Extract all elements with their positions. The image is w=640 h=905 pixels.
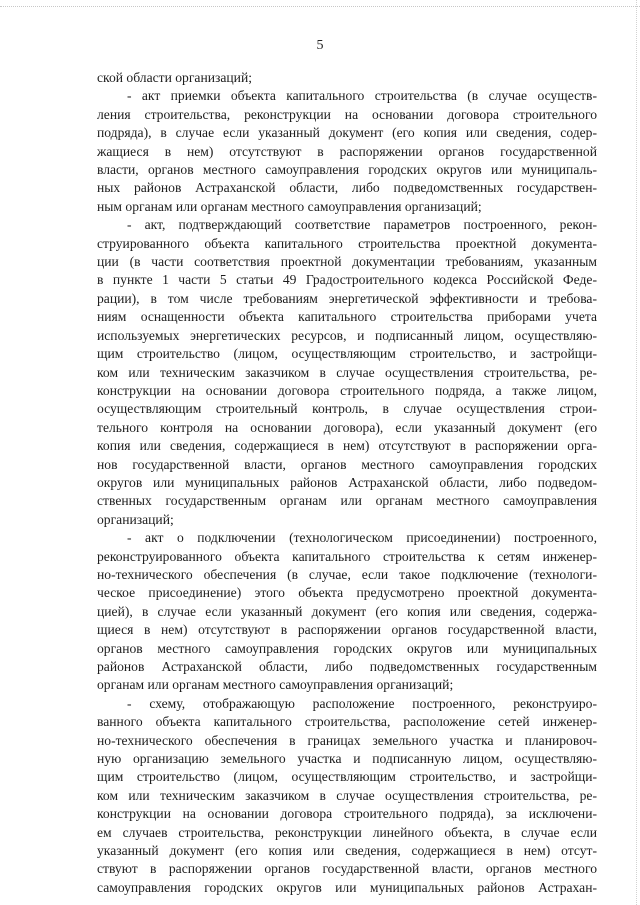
text-line: ем случаев строительства, реконструкции линейного объекта, в случае если — [97, 824, 597, 840]
text-line: ную организацию земельного участка и подписанную лицом, осуществляю- — [97, 751, 597, 767]
text-line: щим строительство (лицом, осуществляющим строительство, и застройщи- — [97, 769, 597, 785]
text-line: указанный документ (его копия или сведения, содержащиеся в нем) отсут- — [97, 843, 597, 859]
text-line: органам или органам местного самоуправления организаций; — [97, 677, 454, 693]
page-number: 5 — [316, 38, 324, 53]
text-line: ванного объекта капитального строительства, расположение сетей инженер- — [97, 714, 597, 730]
text-line: цией), в случае если указанный документ (его копия или сведения, содержа- — [97, 603, 597, 619]
text-line: ской области организаций; — [97, 70, 253, 85]
text-line: рации), в том числе требованиям энергетической эффективности и требова- — [97, 290, 597, 306]
text-line: конструкции на основании договора строительного подряда), за исключени- — [97, 806, 597, 822]
text-line: власти, органов местного самоуправления городских округов или муниципаль- — [97, 162, 597, 178]
text-line: используемых энергетических ресурсов, и подписанный лицом, осуществляю- — [97, 327, 597, 343]
text-line: тельного контроля на основании договора), если указанный документ (его — [97, 419, 597, 435]
text-line: но-технического обеспечения в границах земельного участка и планировоч- — [97, 732, 597, 748]
text-line: ственных государственным органам или органам местного самоуправления — [97, 493, 597, 509]
text-line: районов Астраханской области, либо подведомственных государственным — [97, 659, 597, 674]
text-line: осуществляющим строительный контроль, в случае осуществления строи- — [97, 401, 597, 417]
text-line: - схему, отображающую расположение построенного, реконструиро- — [127, 695, 597, 711]
text-line: в пункте 1 части 5 статьи 49 Градостроительного кодекса Российской Феде- — [97, 272, 597, 288]
text-line: ком или техническим заказчиком в случае осуществления строительства, ре- — [97, 787, 597, 803]
text-line: нов государственной власти, органов местного самоуправления городских — [97, 456, 597, 472]
text-line: ствуют в распоряжении органов государственной власти, органов местного — [97, 861, 597, 877]
text-line: самоуправления городских округов или муниципальных районов Астрахан- — [97, 879, 597, 895]
text-line: ным органам или органам местного самоуправления организаций; — [97, 198, 482, 214]
text-line: реконструированного объекта капитального строительства к сетям инженер- — [97, 548, 597, 564]
text-line: но-технического обеспечения (в случае, если такое подключение (технологи- — [97, 566, 597, 582]
text-line: ных районов Астраханской области, либо подведомственных государствен- — [97, 180, 597, 196]
text-line: - акт приемки объекта капитального строительства (в случае осуществ- — [127, 88, 597, 104]
text-line: конструкции на основании договора строительного подряда, а также лицом, — [97, 382, 597, 398]
scan-edge-top — [0, 6, 640, 7]
text-line: ниям оснащенности объекта капитального строительства приборами учета — [97, 309, 597, 325]
text-line: ции (в части соответствия проектной документации требованиям, указанным — [97, 254, 597, 270]
text-line: ческое присоединение) этого объекта предусмотрено проектной документа- — [97, 585, 597, 601]
text-line: жащиеся в нем) отсутствуют в распоряжении органов государственной — [97, 143, 597, 159]
text-line: щиеся в нем) отсутствуют в распоряжении органов государственной власти, — [97, 622, 597, 638]
text-line: копия или сведения, содержащиеся в нем) отсутствуют в распоряжении орга- — [97, 438, 597, 454]
text-line: ления строительства, реконструкции на основании договора строительного — [97, 106, 597, 122]
scan-edge-right — [636, 0, 637, 905]
text-line: струированного объекта капитального строительства проектной документа- — [97, 235, 597, 251]
text-line: ком или техническим заказчиком в случае осуществления строительства, ре- — [97, 364, 597, 380]
text-line: организаций; — [97, 511, 174, 527]
document-body — [97, 69, 597, 897]
text-line: органов местного самоуправления городских округов или муниципальных — [97, 640, 597, 656]
text-line: - акт о подключении (технологическом присоединении) построенного, — [127, 530, 597, 546]
text-line: подряда), в случае если указанный документ (его копия или сведения, содер- — [97, 125, 597, 141]
text-line: - акт, подтверждающий соответствие параметров построенного, рекон- — [127, 217, 597, 233]
text-line: округов или муниципальных районов Астраханской области, либо подведом- — [97, 474, 597, 490]
text-line: щим строительство (лицом, осуществляющим строительство, и застройщи- — [97, 346, 597, 362]
